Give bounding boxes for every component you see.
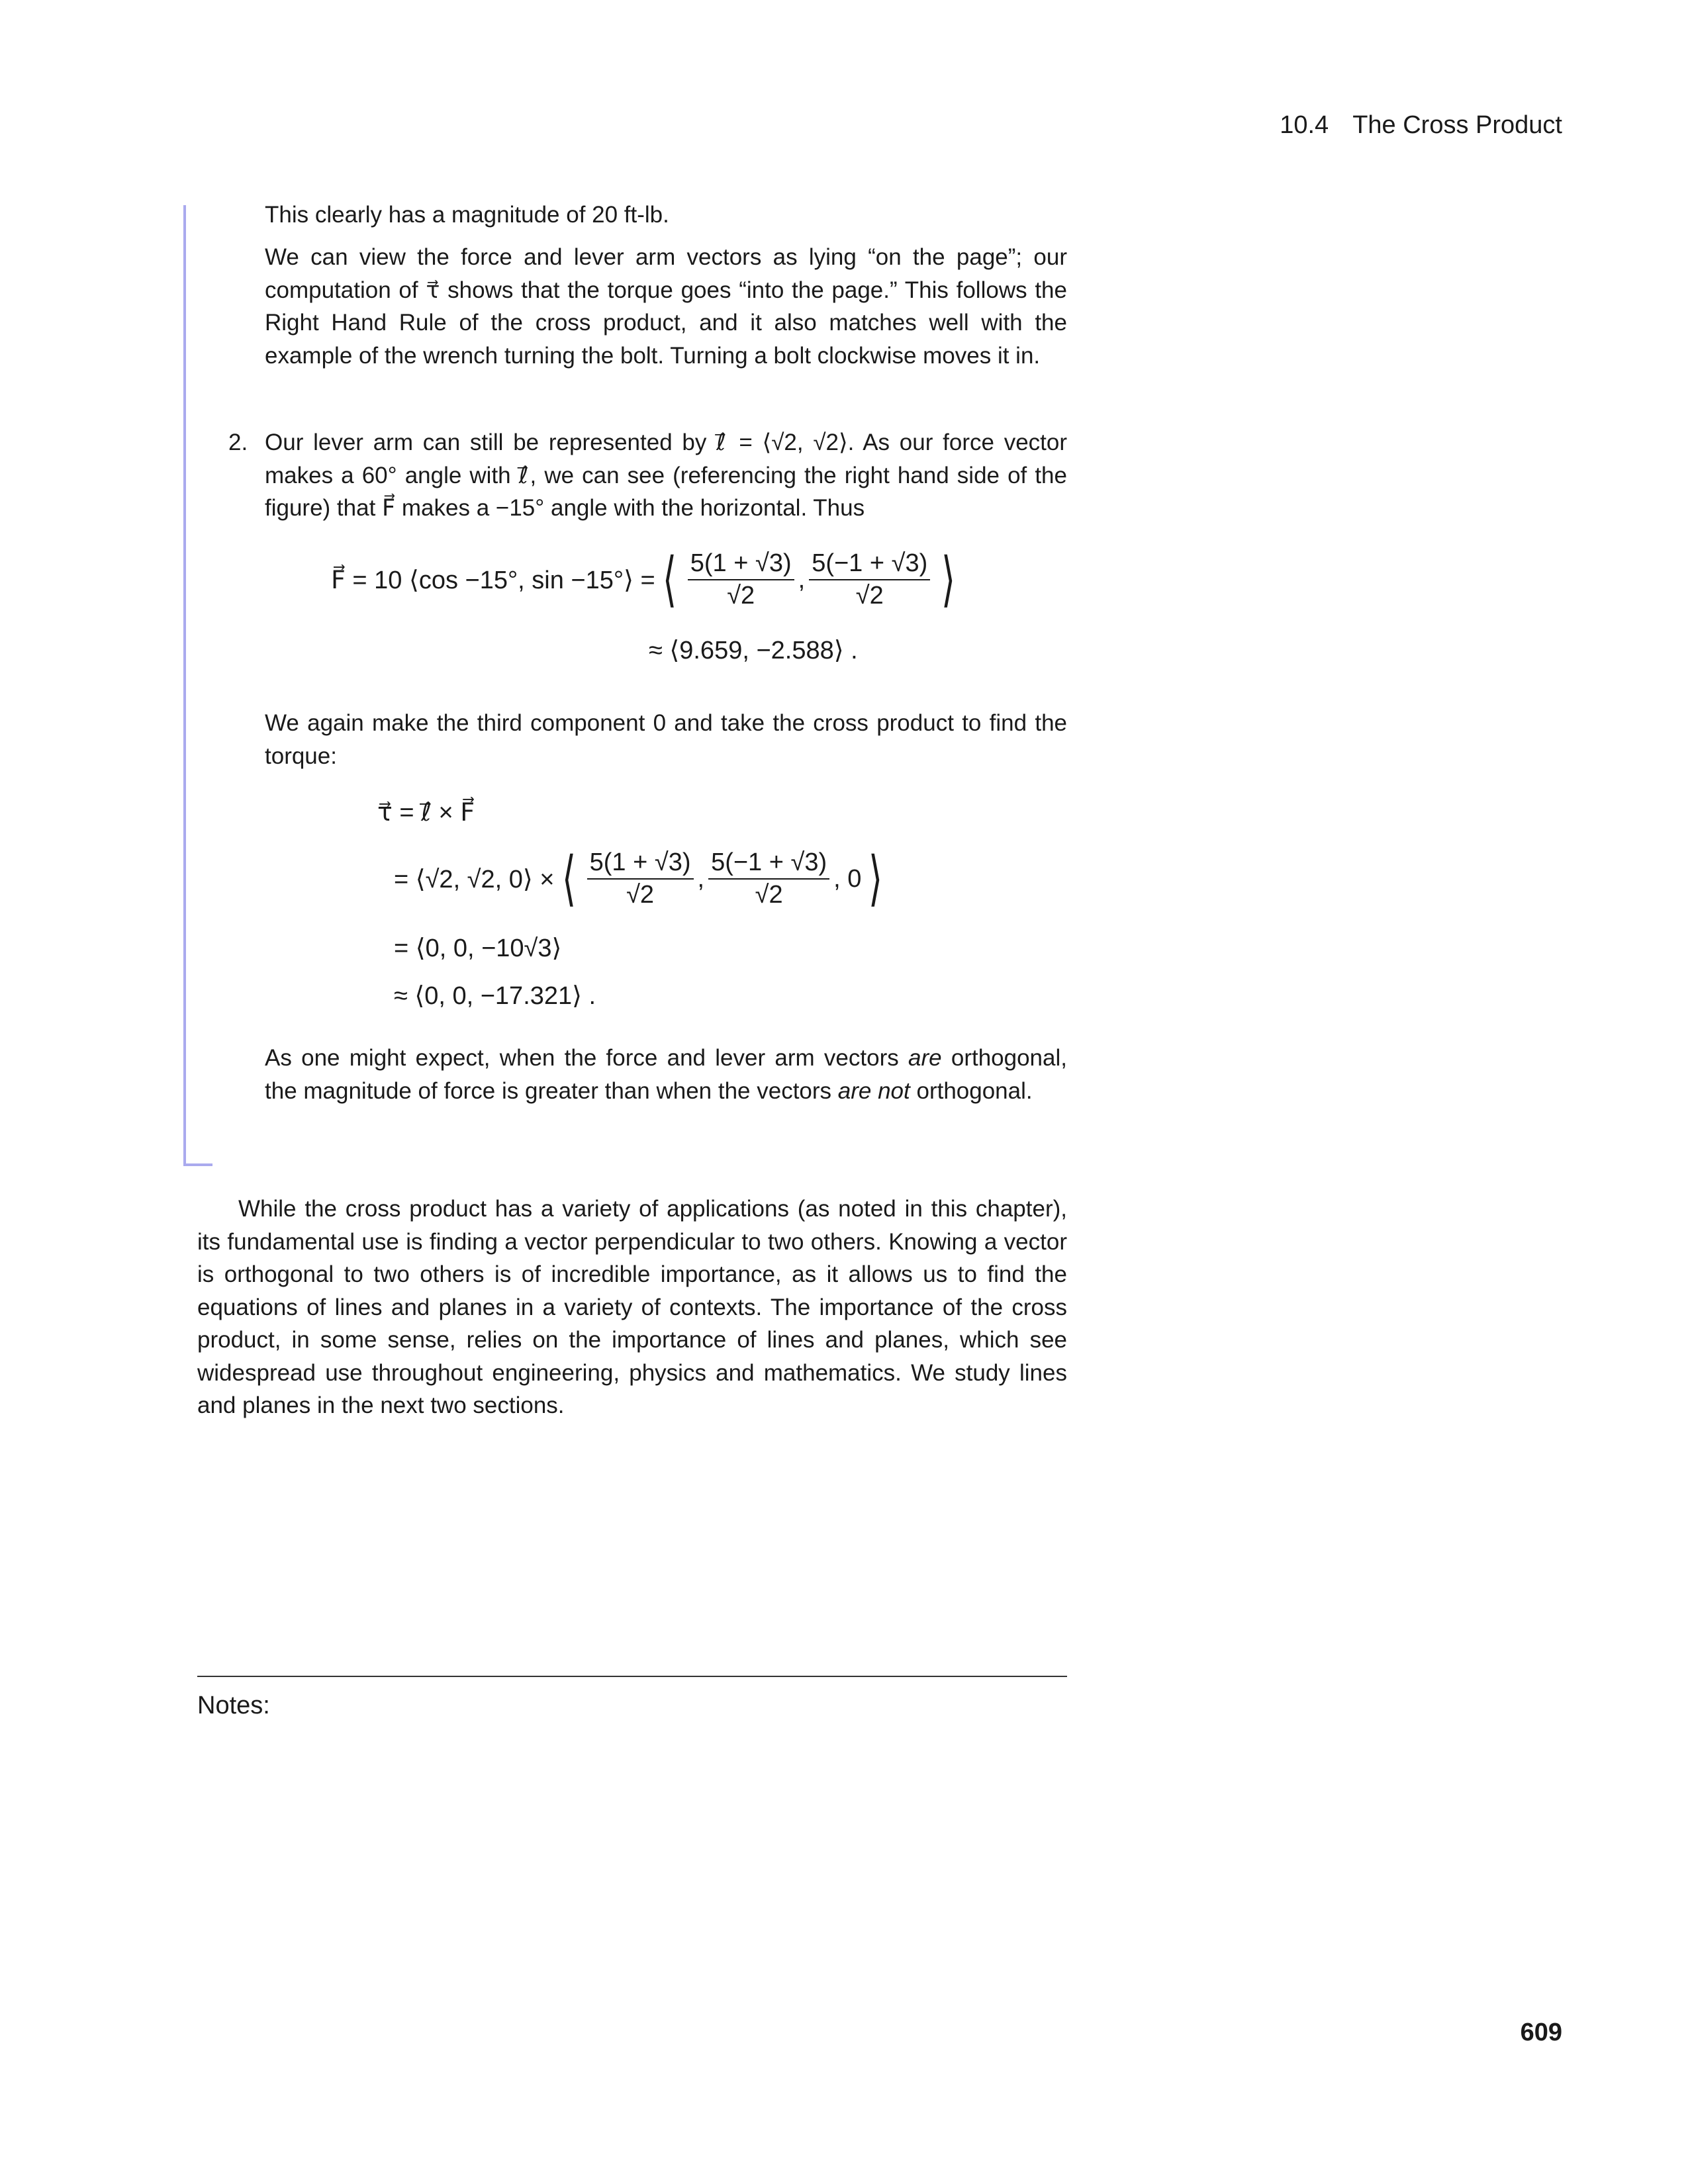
angle-bracket-right-icon: ⟩ [941,547,956,613]
equation-approx: ≈ ⟨9.659, −2.588⟩ . [649,637,858,664]
list-item-number: 2. [228,430,248,455]
page-number: 609 [1520,2019,1562,2046]
denominator: √2 [855,582,884,610]
fraction [809,549,930,610]
text-run: orthogonal, the magnitude of force is greater than when the vectors [265,1045,1067,1104]
example-paragraph: We again make the third component 0 and take the cross product to find the torque: [265,710,1067,769]
denominator: √2 [727,582,755,610]
running-header [1280,111,1562,140]
denominator: √2 [755,881,783,909]
equation-part: = ⟨√2, √2, 0⟩ × [394,865,555,893]
notes-divider [197,1676,1067,1677]
emphasis: are not [837,1077,910,1104]
section-number: 10.4 [1280,111,1329,139]
fraction [708,848,829,909]
angle-bracket-right-icon: ⟩ [868,846,883,912]
equation-part: , 0 [833,864,862,893]
section-title: The Cross Product [1352,111,1562,139]
example-paragraph: We can view the force and lever arm vectors as lying “on the page”; our computation of τ⃗ shows that the torque goes “into the page.” This follows the Right Hand Rule of the cross product, and it also matches well with the example of the wrench turning the bolt. Turning a bolt clockwise moves it in. [265,244,1067,369]
numerator: 5(1 + √3) [587,848,694,880]
example-paragraph: This clearly has a magnitude of 20 ft-lb. [265,202,669,228]
equation-force: F⃗ = 10 ⟨cos −15°, sin −15°⟩ = ⟨ $\frac{5(1 + √3)}{√2}$ , $\frac{5(-1 + √3)}{√2}$ ⟩ [331,547,956,613]
numerator: 5(1 + √3) [688,549,794,580]
notes-label: Notes: [197,1692,270,1719]
text-run: As one might expect, when the force and lever arm vectors [265,1045,908,1071]
numerator: 5(−1 + √3) [708,848,829,880]
angle-bracket-left-icon: ⟨ [662,547,677,613]
example-sidebar-bar [183,205,186,1166]
example-paragraph [265,1042,1067,1107]
equation-torque-line4: ≈ ⟨0, 0, −17.321⟩ . [394,982,596,1010]
example-sidebar-end [183,1163,212,1166]
emphasis: are [908,1045,942,1071]
body-paragraph: While the cross product has a variety of applications (as noted in this chapter), its fundamental use is finding a vector perpendicular to two others. Knowing a vector is orthogonal to two others is of incredible importance, as it allows us to find the equations of lines and planes in a variety of contexts. The importance of the cross product, in some sense, relies on the importance of lines and planes, which see widespread use throughout engineering, physics and mathematics. We study lines and planes in the next two sections. [197,1196,1067,1418]
fraction [587,848,694,909]
equation-torque-line3: = ⟨0, 0, −10√3⟩ [394,934,562,962]
equation-torque-line1: τ⃗ = ℓ⃗ × F⃗ [377,799,475,827]
equation-lhs: F⃗ = 10 ⟨cos −15°, sin −15°⟩ = [331,566,655,594]
fraction [688,549,794,610]
equation-torque-line2: = ⟨√2, √2, 0⟩ × ⟨ $\frac{5(1 + √3)}{√2}$ , $\frac{5(-1 + √3)}{√2}$ , 0 ⟩ [394,846,883,912]
text-run: orthogonal. [910,1077,1033,1104]
angle-bracket-left-icon: ⟨ [561,846,576,912]
denominator: √2 [626,881,655,909]
example-paragraph: Our lever arm can still be represented by ℓ⃗ = ⟨√2, √2⟩. As our force vector makes a 60° angle with ℓ⃗, we can see (referencing the right hand side of the figure) that F⃗ makes a −15° angle with the horizontal. Thus [265,430,1067,521]
numerator: 5(−1 + √3) [809,549,930,580]
